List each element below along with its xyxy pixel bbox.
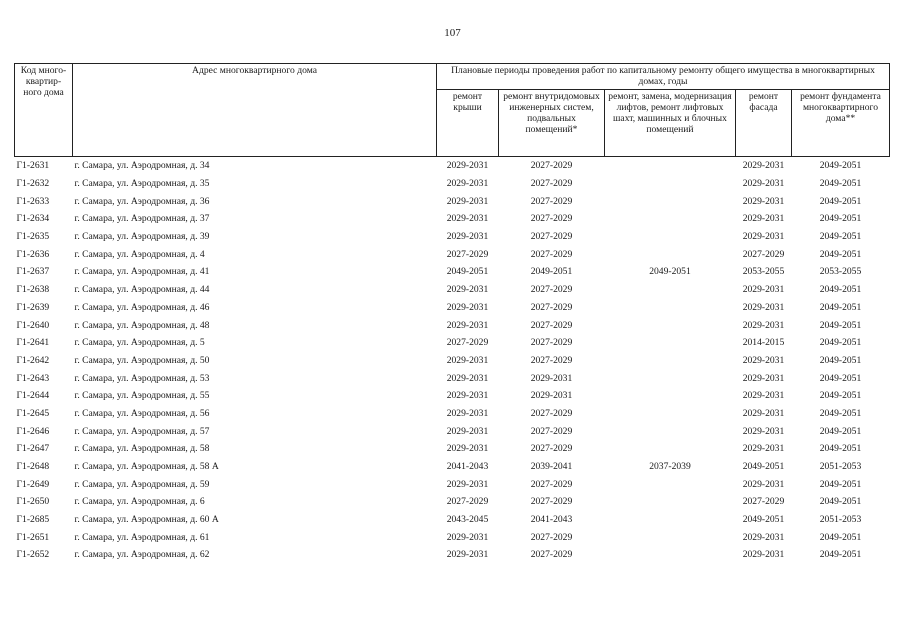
cell-lifts: [605, 546, 736, 564]
cell-roof: 2029-2031: [446, 195, 489, 207]
cell-lifts: 2037-2039: [649, 461, 691, 473]
cell-systems: 2027-2029: [530, 337, 573, 349]
cell-roof: 2029-2031: [446, 178, 489, 190]
cell-foundation: 2049-2051: [819, 372, 862, 384]
cell-lifts: [605, 475, 736, 493]
cell-roof: 2027-2029: [446, 248, 489, 260]
table-row: [15, 175, 890, 193]
cell-address: г. Самара, ул. Аэродромная, д. 60 А: [74, 514, 219, 526]
cell-systems: 2027-2029: [530, 496, 573, 508]
cell-facade: 2029-2031: [742, 390, 785, 402]
cell-systems: 2027-2029: [530, 319, 573, 331]
table-row: [15, 387, 890, 405]
cell-facade: 2014-2015: [742, 337, 785, 349]
cell-code: Г1-2638: [16, 284, 50, 296]
cell-facade: 2029-2031: [742, 443, 785, 455]
cell-address: г. Самара, ул. Аэродромная, д. 44: [74, 284, 210, 296]
cell-code: Г1-2685: [16, 514, 50, 526]
cell-code: Г1-2634: [16, 213, 50, 225]
cell-code: Г1-2644: [16, 390, 50, 402]
cell-code: Г1-2649: [16, 478, 50, 490]
cell-roof: 2029-2031: [446, 531, 489, 543]
cell-lifts: [605, 210, 736, 228]
cell-address: г. Самара, ул. Аэродромная, д. 58 А: [74, 461, 219, 473]
cell-lifts: 2049-2051: [649, 266, 691, 278]
cell-lifts: [605, 528, 736, 546]
cell-roof: 2029-2031: [446, 231, 489, 243]
cell-foundation: 2049-2051: [819, 425, 862, 437]
cell-foundation: 2049-2051: [819, 354, 862, 366]
cell-systems: 2027-2029: [530, 425, 573, 437]
cell-lifts: [605, 440, 736, 458]
cell-foundation: 2051-2053: [819, 461, 862, 473]
cell-code: Г1-2650: [16, 496, 50, 508]
cell-facade: 2029-2031: [742, 478, 785, 490]
cell-foundation: 2049-2051: [819, 301, 862, 313]
table-row: [15, 528, 890, 546]
cell-systems: 2027-2029: [530, 301, 573, 313]
cell-foundation: 2049-2051: [819, 337, 862, 349]
cell-code: Г1-2648: [16, 461, 50, 473]
table-row: [15, 210, 890, 228]
cell-systems: 2027-2029: [530, 284, 573, 296]
cell-systems: 2027-2029: [530, 248, 573, 260]
cell-facade: 2029-2031: [742, 549, 785, 561]
table-row: [15, 157, 890, 175]
cell-lifts: [605, 511, 736, 529]
cell-facade: 2029-2031: [742, 372, 785, 384]
cell-facade: 2029-2031: [742, 407, 785, 419]
cell-roof: 2029-2031: [446, 301, 489, 313]
cell-roof: 2029-2031: [446, 425, 489, 437]
cell-facade: 2029-2031: [742, 160, 785, 172]
cell-roof: 2029-2031: [446, 390, 489, 402]
cell-code: Г1-2647: [16, 443, 50, 455]
cell-code: Г1-2652: [16, 549, 50, 561]
table-row: [15, 475, 890, 493]
table-row: [15, 352, 890, 370]
cell-roof: 2029-2031: [446, 549, 489, 561]
cell-code: Г1-2645: [16, 407, 50, 419]
cell-systems: 2029-2031: [530, 390, 573, 402]
cell-address: г. Самара, ул. Аэродромная, д. 5: [74, 337, 205, 349]
cell-roof: 2041-2043: [446, 461, 489, 473]
cell-address: г. Самара, ул. Аэродромная, д. 61: [74, 531, 210, 543]
cell-code: Г1-2641: [16, 337, 50, 349]
cell-code: Г1-2635: [16, 231, 50, 243]
cell-lifts: [605, 192, 736, 210]
cell-systems: 2027-2029: [530, 178, 573, 190]
cell-address: г. Самара, ул. Аэродромная, д. 37: [74, 213, 210, 225]
cell-foundation: 2049-2051: [819, 319, 862, 331]
cell-foundation: 2049-2051: [819, 160, 862, 172]
cell-foundation: 2049-2051: [819, 549, 862, 561]
cell-roof: 2043-2045: [446, 514, 489, 526]
cell-address: г. Самара, ул. Аэродромная, д. 48: [74, 319, 210, 331]
cell-address: г. Самара, ул. Аэродромная, д. 46: [74, 301, 210, 313]
table-row: [15, 458, 890, 476]
cell-lifts: [605, 175, 736, 193]
table-row: [15, 405, 890, 423]
cell-foundation: 2049-2051: [819, 195, 862, 207]
table-row: [15, 316, 890, 334]
cell-systems: 2041-2043: [530, 514, 573, 526]
table-row: [15, 281, 890, 299]
cell-systems: 2027-2029: [530, 195, 573, 207]
cell-foundation: 2049-2051: [819, 213, 862, 225]
header-address: Адрес многоквартирного дома: [73, 64, 437, 157]
cell-lifts: [605, 334, 736, 352]
cell-address: г. Самара, ул. Аэродромная, д. 4: [74, 248, 205, 260]
cell-foundation: 2053-2055: [819, 266, 862, 278]
cell-facade: 2049-2051: [742, 514, 785, 526]
cell-roof: 2049-2051: [446, 266, 489, 278]
table-row: [15, 263, 890, 281]
cell-lifts: [605, 422, 736, 440]
cell-address: г. Самара, ул. Аэродромная, д. 50: [74, 354, 210, 366]
cell-systems: 2029-2031: [530, 372, 573, 384]
cell-address: г. Самара, ул. Аэродромная, д. 57: [74, 425, 210, 437]
cell-facade: 2029-2031: [742, 301, 785, 313]
table-row: [15, 422, 890, 440]
cell-roof: 2029-2031: [446, 213, 489, 225]
cell-roof: 2029-2031: [446, 478, 489, 490]
cell-systems: 2027-2029: [530, 531, 573, 543]
page-number: 107: [444, 27, 461, 39]
cell-foundation: 2049-2051: [819, 390, 862, 402]
cell-roof: 2029-2031: [446, 160, 489, 172]
cell-code: Г1-2639: [16, 301, 50, 313]
header-systems: ремонт внутридомовых инженерных систем, подвальных помещений*: [499, 90, 605, 157]
table-row: [15, 192, 890, 210]
cell-systems: 2049-2051: [530, 266, 573, 278]
cell-address: г. Самара, ул. Аэродромная, д. 59: [74, 478, 210, 490]
cell-code: Г1-2631: [16, 160, 50, 172]
capital-repair-schedule-table: [14, 63, 890, 564]
cell-code: Г1-2651: [16, 531, 50, 543]
cell-foundation: 2049-2051: [819, 407, 862, 419]
cell-address: г. Самара, ул. Аэродромная, д. 41: [74, 266, 210, 278]
cell-lifts: [605, 299, 736, 317]
cell-systems: 2039-2041: [530, 461, 573, 473]
cell-foundation: 2049-2051: [819, 496, 862, 508]
cell-lifts: [605, 157, 736, 175]
table-row: [15, 493, 890, 511]
cell-foundation: 2049-2051: [819, 284, 862, 296]
table-row: [15, 511, 890, 529]
cell-systems: 2027-2029: [530, 478, 573, 490]
header-periods: Плановые периоды проведения работ по капитальному ремонту общего имущества в многоквартирных домах, годы: [437, 64, 890, 90]
header-facade: ремонт фасада: [736, 90, 792, 157]
header-code: Код много-квартир-ного дома: [15, 64, 73, 157]
cell-code: Г1-2632: [16, 178, 50, 190]
cell-systems: 2027-2029: [530, 407, 573, 419]
header-lifts: ремонт, замена, модернизация лифтов, ремонт лифтовых шахт, машинных и блочных помещений: [605, 90, 736, 157]
cell-lifts: [605, 228, 736, 246]
cell-facade: 2049-2051: [742, 461, 785, 473]
table-row: [15, 228, 890, 246]
cell-systems: 2027-2029: [530, 231, 573, 243]
cell-facade: 2029-2031: [742, 213, 785, 225]
cell-code: Г1-2637: [16, 266, 50, 278]
cell-lifts: [605, 281, 736, 299]
cell-foundation: 2049-2051: [819, 178, 862, 190]
cell-code: Г1-2646: [16, 425, 50, 437]
cell-lifts: [605, 245, 736, 263]
cell-systems: 2027-2029: [530, 160, 573, 172]
cell-address: г. Самара, ул. Аэродромная, д. 56: [74, 407, 210, 419]
table-row: [15, 440, 890, 458]
table-body: [15, 157, 890, 564]
cell-lifts: [605, 405, 736, 423]
cell-code: Г1-2636: [16, 248, 50, 260]
cell-systems: 2027-2029: [530, 443, 573, 455]
cell-systems: 2027-2029: [530, 549, 573, 561]
cell-address: г. Самара, ул. Аэродромная, д. 62: [74, 549, 210, 561]
cell-address: г. Самара, ул. Аэродромная, д. 39: [74, 231, 210, 243]
cell-facade: 2029-2031: [742, 231, 785, 243]
cell-code: Г1-2633: [16, 195, 50, 207]
cell-code: Г1-2643: [16, 372, 50, 384]
table-row: [15, 245, 890, 263]
cell-lifts: [605, 316, 736, 334]
cell-facade: 2029-2031: [742, 354, 785, 366]
cell-address: г. Самара, ул. Аэродромная, д. 35: [74, 178, 210, 190]
cell-facade: 2029-2031: [742, 284, 785, 296]
cell-roof: 2029-2031: [446, 443, 489, 455]
cell-code: Г1-2642: [16, 354, 50, 366]
table-row: [15, 369, 890, 387]
cell-systems: 2027-2029: [530, 354, 573, 366]
cell-facade: 2027-2029: [742, 496, 785, 508]
cell-roof: 2029-2031: [446, 319, 489, 331]
cell-foundation: 2049-2051: [819, 478, 862, 490]
cell-roof: 2029-2031: [446, 284, 489, 296]
cell-facade: 2029-2031: [742, 319, 785, 331]
cell-lifts: [605, 387, 736, 405]
table-header: [15, 64, 890, 157]
cell-systems: 2027-2029: [530, 213, 573, 225]
cell-address: г. Самара, ул. Аэродромная, д. 55: [74, 390, 210, 402]
cell-lifts: [605, 369, 736, 387]
cell-foundation: 2051-2053: [819, 514, 862, 526]
cell-foundation: 2049-2051: [819, 248, 862, 260]
cell-foundation: 2049-2051: [819, 231, 862, 243]
header-foundation: ремонт фундамента многоквартирного дома**: [792, 90, 890, 157]
cell-facade: 2029-2031: [742, 178, 785, 190]
cell-lifts: [605, 493, 736, 511]
cell-roof: 2029-2031: [446, 372, 489, 384]
cell-address: г. Самара, ул. Аэродромная, д. 36: [74, 195, 210, 207]
cell-facade: 2029-2031: [742, 531, 785, 543]
table-row: [15, 546, 890, 564]
cell-facade: 2053-2055: [742, 266, 785, 278]
cell-code: Г1-2640: [16, 319, 50, 331]
cell-facade: 2029-2031: [742, 425, 785, 437]
cell-foundation: 2049-2051: [819, 531, 862, 543]
cell-roof: 2027-2029: [446, 337, 489, 349]
header-roof: ремонт крыши: [437, 90, 499, 157]
cell-address: г. Самара, ул. Аэродромная, д. 58: [74, 443, 210, 455]
cell-address: г. Самара, ул. Аэродромная, д. 34: [74, 160, 210, 172]
cell-roof: 2029-2031: [446, 354, 489, 366]
cell-roof: 2029-2031: [446, 407, 489, 419]
cell-roof: 2027-2029: [446, 496, 489, 508]
table-row: [15, 299, 890, 317]
cell-facade: 2029-2031: [742, 195, 785, 207]
cell-address: г. Самара, ул. Аэродромная, д. 6: [74, 496, 205, 508]
cell-foundation: 2049-2051: [819, 443, 862, 455]
table-row: [15, 334, 890, 352]
cell-facade: 2027-2029: [742, 248, 785, 260]
cell-address: г. Самара, ул. Аэродромная, д. 53: [74, 372, 210, 384]
cell-lifts: [605, 352, 736, 370]
